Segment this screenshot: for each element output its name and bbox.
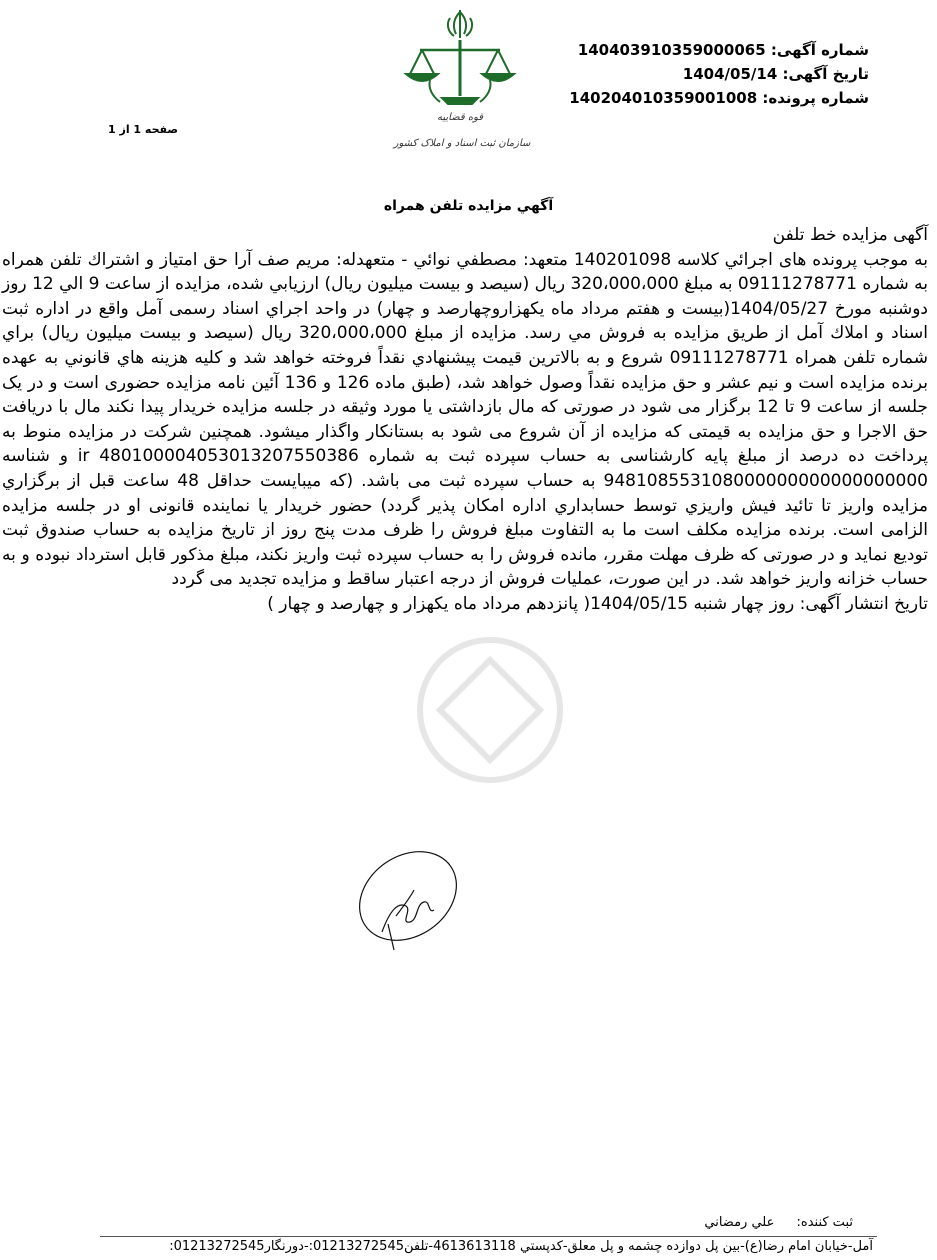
office-address: آمل-خيابان امام رضا(ع)-بين پل دوازده چشمه و پل معلق-كدپستي 4613613118-تلفن01213272545:-دورنگار01213272545: [169,1239,873,1254]
registrar-line [704,1215,853,1230]
notice-date-row [569,62,869,86]
case-number-label: شماره پرونده: [762,89,869,107]
notice-body [2,223,928,617]
body-heading: آگهی مزایده خط تلفن [772,225,928,245]
page-indicator: صفحه 1 از 1 [108,123,179,136]
emblem-caption-judiciary: قوه قضاییه [436,112,484,123]
signature-icon [340,840,470,960]
body-publish-date: تاريخ انتشار آگهی: روز چهار شنبه 1404/05/15( پانزدهم مرداد ماه يكهزار و چهارصد و چهار ) [267,593,928,614]
body-main-paragraph: به موجب پرونده های اجرائي كلاسه 140201098 متعهد: مصطفي نوائي - متعهدله: مريم صف آرا حق امتياز و اشتراك تلفن همراه به شماره 09111278771 به مبلغ 320،000،000 ريال (سيصد و بيست ميليون ريال) ارزيابي شده، مزايده از ساعت 9 الي 12 روز دوشنبه مورخ 1404/05/27(بيست و هفتم مرداد ماه يكهزاروچهارصد و چهار) در واحد اجراي اسناد رسمی آمل واقع در اداره ثبت اسناد و املاك آمل از طريق مزايده به فروش مي رسد. مزايده از مبلغ 320،000،000 ريال (سيصد و بيست ميليون ريال) براي شماره تلفن همراه 09111278771 شروع و به بالاترين قيمت پيشنهادي نقداً فروخته خواهد شد و كليه هزينه هاي قانوني به عهده برنده مزايده است و نيم عشر و حق مزايده نقداً وصول خواهد شد، (طبق ماده 126 و 136 آئین نامه مزایده حضوری است و در یک جلسه از ساعت 9 تا 12 برگزار می شود در صورتی که مال بازداشتی یا مورد وثیقه در جلسه مزایده خریدار پیدا نکند مال با دریافت حق الاجرا و حق مزایده به قیمتی که مزایده از آن شروع می شود به بستانکار واگذار میشود. همچنین شرکت در مزایده منوط به پرداخت ده درصد از مبلغ پایه کارشناسی به حساب سپرده ثبت به شماره ir 480100004053013207550386 و شناسه 948108553108000000000000000000 به حساب سپرده ثبت می باشد. (كه ميبايست حداقل 48 ساعت قبل از برگزاري مزايده واريز تا تائيد فيش واريزي توسط حسابداري اداره امكان پذير گردد) حضور خريدار يا نماينده قانونی او در جلسه مزایده الزامی است. برنده مزایده مکلف است ما به التفاوت مبلغ فروش را ظرف مدت پنج روز از تاریخ مزایده به حساب صندوق ثبت تودیع نماید و در صورتی که ظرف مهلت مقرر، مانده فروش را به حساب سپرده ثبت واریز نکند، مبلغ مذکور قابل استرداد نبوده و به حساب خزانه واریز خواهد شد. در این صورت، عملیات فروش از درجه اعتبار ساقط و مزایده تجدید می گردد [2,249,929,590]
watermark-logo-icon [270,620,710,820]
notice-date: 1404/05/14 [682,65,778,83]
notice-meta [569,38,869,110]
page-title: آگهي مزايده تلفن همراه [383,198,554,214]
case-number-row [569,86,869,110]
footer-divider [100,1236,877,1237]
notice-number-label: شماره آگهی: [770,41,869,59]
case-number: 14020401035900100​8 [569,89,758,107]
registrar-label: ثبت كننده: [796,1215,853,1230]
emblem-caption-registration: سازمان ثبت اسناد و املاک کشور [393,138,531,149]
registrar-name: علي رمضاني [704,1215,775,1230]
notice-number-row [569,38,869,62]
notice-date-label: تاریخ آگهی: [782,65,869,83]
notice-number: 14040391035900006​5 [577,41,766,59]
